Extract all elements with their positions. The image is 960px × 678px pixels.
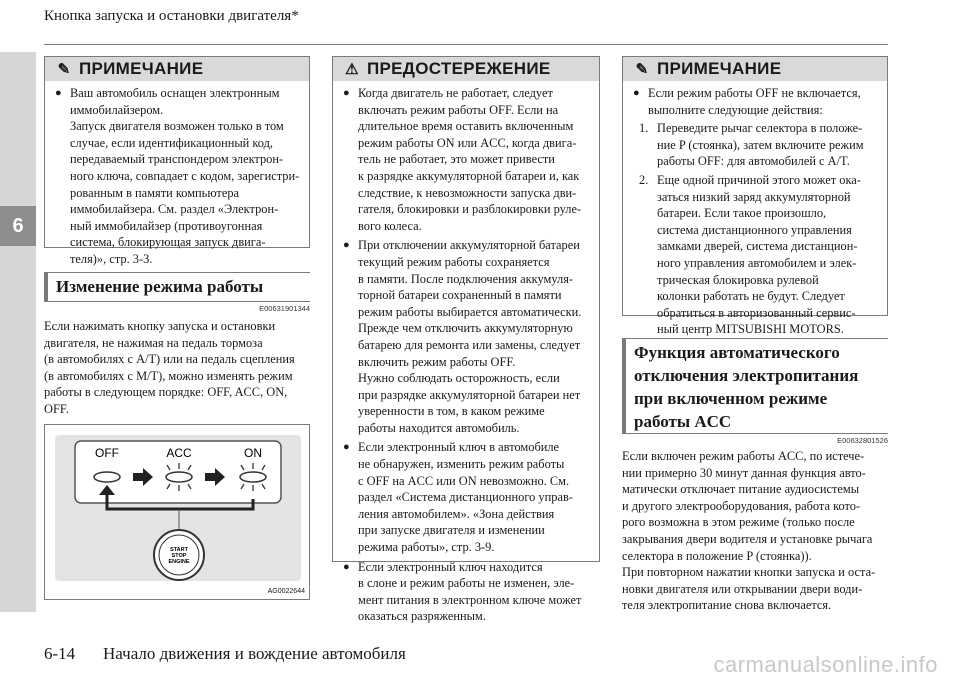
- text-line: матически отключает питание аудиосистемы: [622, 482, 860, 497]
- text-line: мент питания в электронном ключе может: [358, 592, 582, 607]
- text-line: Нужно соблюдать осторожность, если: [358, 371, 560, 386]
- heading-line: при включенном режиме: [634, 389, 828, 408]
- text-line: заться низкий заряд аккумуляторной: [657, 189, 851, 204]
- text-line: передаваемый транспондером электрон-: [70, 152, 284, 167]
- note-body: [45, 81, 309, 274]
- bullet-item: [343, 85, 591, 234]
- pencil-icon: ✎: [635, 61, 649, 78]
- text-line: случае, если идентификационный код,: [70, 135, 274, 150]
- warning-box: [332, 56, 600, 624]
- note-header: [623, 57, 887, 81]
- header-divider: [44, 44, 888, 45]
- warning-heading: ПРЕДОСТЕРЕЖЕНИЕ: [367, 59, 551, 78]
- chapter-tab: 6: [0, 206, 36, 246]
- section-code: E00632801526: [837, 436, 888, 445]
- text-line: колонки работать не будут. Следует: [657, 289, 845, 304]
- text-line: ние P (стоянка), затем включите режим: [657, 137, 864, 152]
- label-on: ON: [244, 446, 262, 460]
- heading-line: отключения электропитания: [634, 366, 859, 385]
- text-line: тель не работает, это может привести: [358, 152, 555, 167]
- note-header: [45, 57, 309, 81]
- text-line: при разрядке аккумуляторной батареи нет: [358, 387, 581, 402]
- text-line: работы в следующем порядке: OFF, ACC, ON,: [44, 385, 288, 400]
- text-line: гателя, блокировки и разблокировки руле-: [358, 202, 582, 217]
- text-line: следствие, к невозможности запуска дви-: [358, 185, 577, 200]
- text-line: система, блокирующая запуск двига-: [70, 235, 266, 250]
- section-heading-mode: [44, 272, 310, 302]
- text-line: в памяти. После подключения аккумуля-: [358, 271, 574, 286]
- text-line: оказаться разряженным.: [358, 609, 486, 624]
- text-line: новки двигателя или открывании двери води-: [622, 581, 863, 596]
- text-line: нии примерно 30 минут данная функция авто-: [622, 465, 866, 480]
- text-line: раздел «Система дистанционного управ-: [358, 490, 573, 505]
- warning-triangle-icon: ⚠: [345, 61, 359, 78]
- text-line: селектора в положение P (стоянка)).: [622, 548, 812, 563]
- watermark: carmanualsonline.info: [713, 652, 938, 677]
- warning-body: [333, 81, 599, 631]
- text-line: режим работы ON или ACC, когда двига-: [358, 135, 577, 150]
- section-code: E00631901344: [259, 304, 310, 313]
- button-text-stop: STOP: [171, 553, 187, 559]
- bullet-item: [633, 85, 879, 118]
- numbered-step: [633, 120, 879, 170]
- text-line: Прежде чем отключить аккумуляторную: [358, 321, 573, 336]
- text-line: Еще одной причиной этого может ока-: [657, 172, 861, 187]
- figure-panel: [55, 435, 301, 581]
- text-line: режима работы», стр. 3-9.: [358, 540, 495, 555]
- bullet-item: [343, 237, 591, 436]
- section-heading-text: Изменение режима работы: [56, 277, 264, 296]
- text-line: ный иммобилайзер (противоугонная: [70, 218, 263, 233]
- text-line: рого возможна в этом режиме (только после: [622, 515, 855, 530]
- bullet-item: [343, 559, 591, 625]
- text-line: замками дверей, система дистанцион-: [657, 239, 858, 254]
- text-line: уверенности в том, в каком режиме: [358, 404, 545, 419]
- numbered-step: [633, 172, 879, 338]
- text-line: батареи. Если такое произошло,: [657, 206, 827, 221]
- heading-line: Функция автоматического: [634, 343, 840, 362]
- text-line: ● Если режим работы OFF не включается,: [648, 86, 861, 100]
- button-text-start: START: [170, 547, 188, 553]
- step-number: 2.: [639, 172, 649, 187]
- text-line: работы находится автомобиль.: [358, 420, 520, 435]
- text-line: (в автомобилях с M/T), можно изменять режим: [44, 368, 293, 383]
- text-line: двигателя, не нажимая на педаль тормоза: [44, 335, 263, 350]
- section-heading-auto: [622, 338, 888, 434]
- text-line: ления автомобилем». «Зона действия: [358, 506, 555, 521]
- note-heading: ПРИМЕЧАНИЕ: [79, 59, 204, 78]
- bullet-item: [55, 85, 301, 268]
- text-line: режим работы выбирается автоматически.: [358, 304, 582, 319]
- text-line: торной батареи сохраненный в памяти: [358, 288, 562, 303]
- text-line: работы OFF: для автомобилей с A/T.: [657, 154, 850, 169]
- label-acc: ACC: [166, 446, 192, 460]
- off-lamp-icon: [94, 472, 120, 482]
- text-line: ● Когда двигатель не работает, следует: [358, 86, 553, 100]
- note-heading: ПРИМЕЧАНИЕ: [657, 59, 782, 78]
- text-line: ● Если электронный ключ находится: [358, 559, 543, 574]
- text-line: батарею для ремонта или замены, следует: [358, 337, 581, 352]
- text-line: ● Ваш автомобиль оснащен электронным: [70, 86, 280, 100]
- note-body: [623, 81, 887, 344]
- text-line: к разрядке аккумуляторной батареи и, как: [358, 168, 580, 183]
- text-line: рованным в памяти компьютера: [70, 185, 240, 200]
- text-line: Если включен режим работы ACC, по истече-: [622, 449, 865, 463]
- text-line: Переведите рычаг селектора в положе-: [657, 121, 863, 136]
- text-line: ного ключа, совпадает с кодом, зарегистри-: [70, 168, 300, 183]
- text-line: OFF.: [44, 401, 69, 416]
- figure-code: AG0022644: [267, 588, 305, 595]
- ignition-illustration: [55, 435, 301, 581]
- text-line: текущий режим работы сохраняется: [358, 254, 550, 269]
- page-header-title: Кнопка запуска и остановки двигателя*: [44, 8, 299, 24]
- text-line: длительное время оставить включенным: [358, 119, 574, 134]
- heading-line: работы ACC: [634, 412, 732, 431]
- text-line: и другого электрооборудования, работа кото-: [622, 498, 861, 513]
- text-line: иммобилайзера. См. раздел «Электрон-: [70, 202, 279, 217]
- text-line: ного управления автомобилем и элек-: [657, 255, 857, 270]
- section-paragraph-auto: [622, 448, 888, 614]
- step-number: 1.: [639, 121, 649, 136]
- ignition-mode-figure: [44, 424, 310, 600]
- text-line: ный центр MITSUBISHI MOTORS.: [657, 322, 844, 337]
- footer-chapter-title: Начало движения и вождение автомобиля: [103, 644, 406, 663]
- text-line: обратиться в авторизованный сервис-: [657, 305, 856, 320]
- text-line: теля электропитание снова включается.: [622, 598, 832, 613]
- text-line: Запуск двигателя возможен только в том: [70, 119, 284, 134]
- chapter-sidebar: [0, 52, 36, 612]
- text-line: Если нажимать кнопку запуска и остановки: [44, 319, 276, 333]
- note-box-left: [44, 56, 310, 266]
- text-line: При повторном нажатии кнопки запуска и оста-: [622, 565, 876, 580]
- text-line: ● При отключении аккумуляторной батареи: [358, 238, 580, 253]
- note-box-right: [622, 56, 888, 337]
- text-line: закрывания двери водителя и установке рычага: [622, 531, 873, 546]
- text-line: трическая блокировка рулевой: [657, 272, 819, 287]
- button-text-engine: ENGINE: [168, 559, 190, 565]
- text-line: теля)», стр. 3-3.: [70, 251, 153, 266]
- text-line: выполните следующие действия:: [648, 102, 823, 117]
- text-line: включить режим работы OFF.: [358, 354, 516, 369]
- text-line: иммобилайзером.: [70, 102, 164, 117]
- text-line: включать режим работы OFF. Если на: [358, 102, 559, 117]
- text-line: при запуске двигателя и изменении: [358, 523, 545, 538]
- text-line: с OFF на ACC или ON невозможно. См.: [358, 473, 570, 488]
- label-off: OFF: [95, 446, 119, 460]
- text-line: система дистанционного управления: [657, 222, 852, 237]
- warning-header: [333, 57, 599, 81]
- text-line: (в автомобилях с A/T) или на педаль сцепления: [44, 352, 295, 367]
- text-line: в слоне и режим работы не изменен, эле-: [358, 576, 575, 591]
- bullet-item: [343, 439, 591, 555]
- pencil-icon: ✎: [57, 61, 71, 78]
- text-line: ● Если электронный ключ в автомобиле: [358, 440, 560, 455]
- text-line: не обнаружен, изменить режим работы: [358, 457, 565, 472]
- page-number: 6-14: [44, 644, 76, 663]
- text-line: вого колеса.: [358, 218, 422, 233]
- section-paragraph-mode: [44, 318, 310, 418]
